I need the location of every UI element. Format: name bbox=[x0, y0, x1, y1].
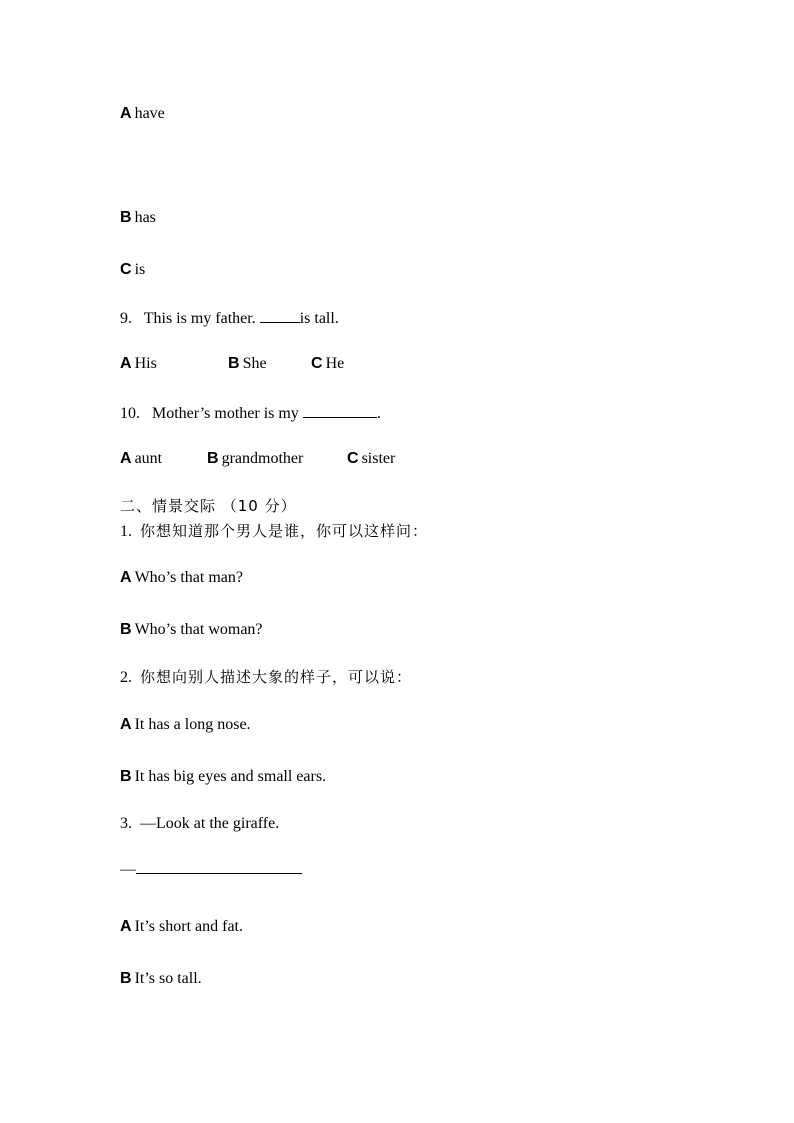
option-letter: C bbox=[311, 355, 323, 372]
option-letter: B bbox=[120, 621, 132, 638]
question-prompt: 你想向别人描述大象的样子，可以说： bbox=[140, 668, 413, 686]
option-text: It has a long nose. bbox=[134, 716, 251, 733]
option-s2q2a bbox=[120, 715, 251, 735]
option-letter: B bbox=[120, 209, 132, 226]
option-9a bbox=[120, 354, 228, 374]
question-9-options bbox=[120, 354, 344, 374]
question-9 bbox=[120, 307, 339, 329]
question-number: 3. bbox=[120, 815, 132, 832]
section2-question-2 bbox=[120, 667, 412, 688]
option-text: sister bbox=[361, 450, 396, 467]
option-text: has bbox=[134, 209, 156, 226]
option-8a bbox=[120, 104, 165, 124]
question-10-options bbox=[120, 449, 395, 469]
option-letter: B bbox=[120, 768, 132, 785]
section2-question-3 bbox=[120, 814, 279, 834]
option-text: grandmother bbox=[221, 450, 304, 467]
option-letter: B bbox=[207, 450, 219, 467]
question-text-before: This is my father. bbox=[143, 310, 260, 327]
option-s2q3b bbox=[120, 969, 202, 989]
option-letter: B bbox=[120, 970, 132, 987]
option-s2q2b bbox=[120, 767, 326, 787]
question-prompt: —Look at the giraffe. bbox=[140, 815, 280, 832]
option-s2q1a bbox=[120, 568, 243, 588]
option-letter: C bbox=[347, 450, 359, 467]
question-prompt: 你想知道那个男人是谁，你可以这样问： bbox=[140, 522, 429, 540]
reply-line bbox=[120, 858, 302, 880]
question-number: 9. bbox=[120, 310, 132, 327]
option-text: have bbox=[134, 105, 165, 122]
answer-blank bbox=[260, 307, 300, 323]
option-9b bbox=[228, 354, 311, 374]
question-number: 10. bbox=[120, 405, 140, 422]
question-number: 2. bbox=[120, 669, 132, 686]
option-letter: B bbox=[228, 355, 240, 372]
option-text: aunt bbox=[134, 450, 163, 467]
option-10c bbox=[347, 449, 395, 469]
option-letter: A bbox=[120, 355, 132, 372]
option-text: His bbox=[134, 355, 157, 372]
answer-blank bbox=[136, 858, 302, 874]
option-text: He bbox=[325, 355, 345, 372]
section-heading: 二、情景交际 （10 分） bbox=[120, 497, 297, 515]
option-letter: A bbox=[120, 716, 132, 733]
option-text: Who’s that man? bbox=[134, 569, 243, 586]
option-text: Who’s that woman? bbox=[134, 621, 263, 638]
option-letter: A bbox=[120, 105, 132, 122]
option-8b bbox=[120, 208, 156, 228]
question-number: 1. bbox=[120, 523, 132, 540]
section2-question-1 bbox=[120, 521, 428, 542]
question-text-after: is tall. bbox=[299, 310, 339, 327]
option-letter: A bbox=[120, 569, 132, 586]
option-letter: C bbox=[120, 261, 132, 278]
option-s2q3a bbox=[120, 917, 243, 937]
option-letter: A bbox=[120, 450, 132, 467]
option-text: is bbox=[134, 261, 146, 278]
option-10a bbox=[120, 449, 207, 469]
question-text-after: . bbox=[376, 405, 381, 422]
option-text: It has big eyes and small ears. bbox=[134, 768, 327, 785]
option-8c bbox=[120, 260, 145, 280]
question-10 bbox=[120, 402, 381, 424]
option-text: She bbox=[242, 355, 267, 372]
option-text: It’s short and fat. bbox=[134, 918, 243, 935]
reply-dash: — bbox=[120, 861, 136, 878]
answer-blank bbox=[303, 402, 377, 418]
question-text-before: Mother’s mother is my bbox=[152, 405, 303, 422]
option-10b bbox=[207, 449, 347, 469]
option-s2q1b bbox=[120, 620, 263, 640]
option-letter: A bbox=[120, 918, 132, 935]
option-9c bbox=[311, 354, 344, 374]
option-text: It’s so tall. bbox=[134, 970, 202, 987]
